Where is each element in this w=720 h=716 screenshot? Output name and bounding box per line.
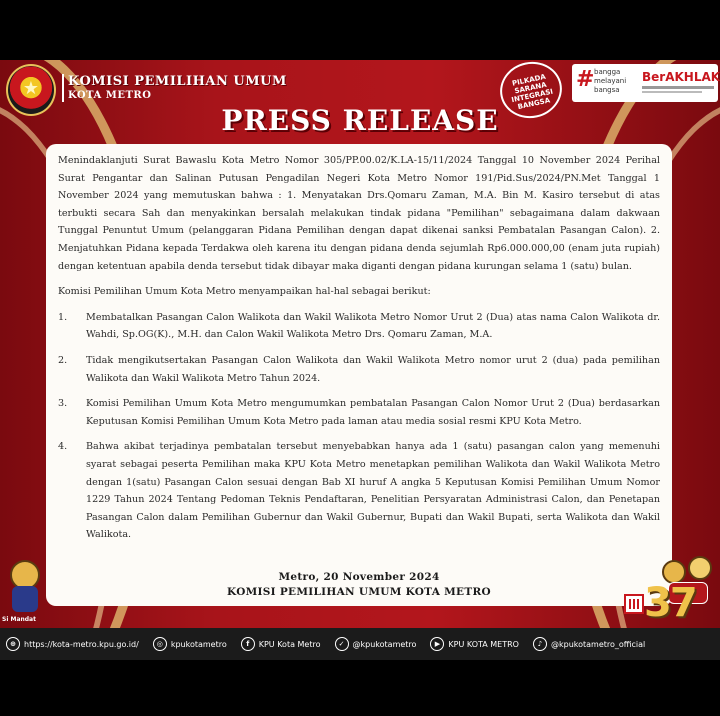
org-block [68, 74, 287, 101]
list-item [58, 438, 660, 544]
item-number: 4. [58, 441, 68, 453]
footer-link-text: https://kota-metro.kpu.go.id/ [24, 639, 139, 649]
anniversary-number: 37 [644, 580, 696, 626]
facebook-icon: f [241, 637, 255, 651]
footer-link-website[interactable] [6, 637, 145, 651]
social-footer [0, 628, 720, 660]
footer-link-twitter[interactable] [335, 637, 423, 651]
mascot-head [688, 556, 712, 580]
item-number: 1. [58, 311, 68, 323]
release-body [46, 144, 672, 606]
list-item [58, 395, 660, 430]
berakhlak-text: BerAKHLAK [642, 70, 720, 84]
item-text: Komisi Pemilihan Umum Kota Metro mengumumkan pembatalan Pasangan Calon Nomor Urut 2 (Dua) berdasarkan Keputusan Komisi Pemilihan Umum Kota Metro pada laman atau media sosial resmi KPU Kota Metro. [86, 398, 660, 427]
footer-link-text: KPU KOTA METRO [448, 639, 519, 649]
youtube-icon: ▶ [430, 637, 444, 651]
list-item [58, 309, 660, 344]
globe-icon: ⊕ [6, 637, 20, 651]
press-release-poster [0, 60, 720, 660]
sign-org: KOMISI PEMILIHAN UMUM KOTA METRO [227, 586, 491, 598]
footer-link-youtube[interactable] [430, 637, 525, 651]
footer-link-text: @kpukotametro_official [550, 639, 646, 649]
mascot-left-illustration [2, 560, 48, 620]
berakhlak-tagline-line [642, 86, 714, 89]
points-list [58, 309, 660, 544]
item-number: 3. [58, 398, 68, 410]
org-name: KOMISI PEMILIHAN UMUM [68, 74, 287, 89]
footer-link-instagram[interactable] [153, 637, 233, 651]
signature-block [46, 570, 672, 600]
intro-statement: Komisi Pemilihan Umum Kota Metro menyampaikan hal-hal sebagai berikut: [58, 286, 431, 298]
org-subtitle: KOTA METRO [68, 90, 152, 101]
mascot-caption: Si Mandat [2, 616, 36, 623]
sign-date: Metro, 20 November 2024 [278, 571, 440, 583]
footer-link-facebook[interactable] [241, 637, 327, 651]
header-divider [62, 74, 64, 102]
footer-link-text: kpukotametro [170, 639, 227, 649]
item-text: Bahwa akibat terjadinya pembatalan tersebut menyebabkan hanya ada 1 (satu) pasangan calon yang memenuhi syarat sebagai peserta Pemilihan maka KPU Kota Metro menetapkan pemilihan Walikota dan Wakil Walikota Metro dengan 1(satu) Pasangan Calon sesuai dengan Bab XI huruf A angka 5 Keputusan Komisi Pemilihan Umum Nomor 1229 Tahun 2024 Tentang Pedoman Teknis Pendaftaran, Penelitian Persyaratan Administrasi Calon, dan Penetapan Pasangan Calon dalam Pemilihan Gubernur dan Wakil Gubernur, Bupati dan Wakil Bupati, serta Walikota dan Wakil Walikota. [86, 441, 660, 541]
pilkada-badge: PILKADA SARANA INTEGRASI BANGSA [495, 60, 567, 124]
twitter-icon: ✓ [335, 637, 349, 651]
bangga-text: bangga melayani bangsa [594, 68, 627, 94]
item-text: Tidak mengikutsertakan Pasangan Calon Walikota dan Wakil Walikota Metro nomor urut 2 (dua) pada pemilihan Walikota dan Wakil Walikota Metro Tahun 2024. [86, 354, 660, 384]
mascot-body [12, 586, 38, 612]
berakhlak-tagline-line [642, 91, 702, 93]
footer-link-text: @kpukotametro [352, 639, 417, 649]
page-title: PRESS RELEASE [221, 104, 499, 137]
intro-paragraph: Menindaklanjuti Surat Bawaslu Kota Metro Nomor 305/PP.00.02/K.LA-15/11/2024 Tanggal 10 November 2024 Perihal Surat Pengantar dan Salinan Putusan Pengadilan Negeri Kota Metro Nomor 191/Pid.Sus/2024/PN.Met Tanggal 1 November 2024 yang memutuskan bahwa : 1. Menyatakan Drs.Qomaru Zaman, M.A. Bin M. Kasiro tersebut di atas terbukti secara Sah dan menyakinkan bersalah melakukan tindak pidana "Pemilihan" sebagaimana dalam dakwaan Tunggal Penuntut Umum (pelanggaran Pidana Pemilihan dengan dapat dikenai sanksi Pembatalan Pasangan Calon). 2. Menjatuhkan Pidana kepada Terdakwa oleh karena itu dengan pidana denda sejumlah Rp6.000.000,00 (enam juta rupiah) dengan ketentuan apabila denda tersebut tidak dibayar maka diganti dengan pidana kurungan selama 1 (satu) bulan. [58, 155, 660, 272]
item-text: Membatalkan Pasangan Calon Walikota dan Wakil Walikota Metro Nomor Urut 2 (Dua) atas nama Calon Walikota dr. Wahdi, Sp.OG(K)., M.H. dan Calon Wakil Walikota Metro Drs. Qomaru Zaman, M.A. [86, 311, 660, 341]
tiktok-icon: ♪ [533, 637, 547, 651]
footer-link-text: KPU Kota Metro [258, 639, 321, 649]
footer-link-tiktok[interactable] [533, 637, 651, 651]
hashtag-icon: # [576, 67, 595, 92]
qr-code-icon [624, 594, 644, 614]
item-number: 2. [58, 354, 68, 366]
list-item [58, 352, 660, 387]
bangga-berakhlak-logo [572, 64, 718, 102]
instagram-icon: ◎ [153, 637, 167, 651]
